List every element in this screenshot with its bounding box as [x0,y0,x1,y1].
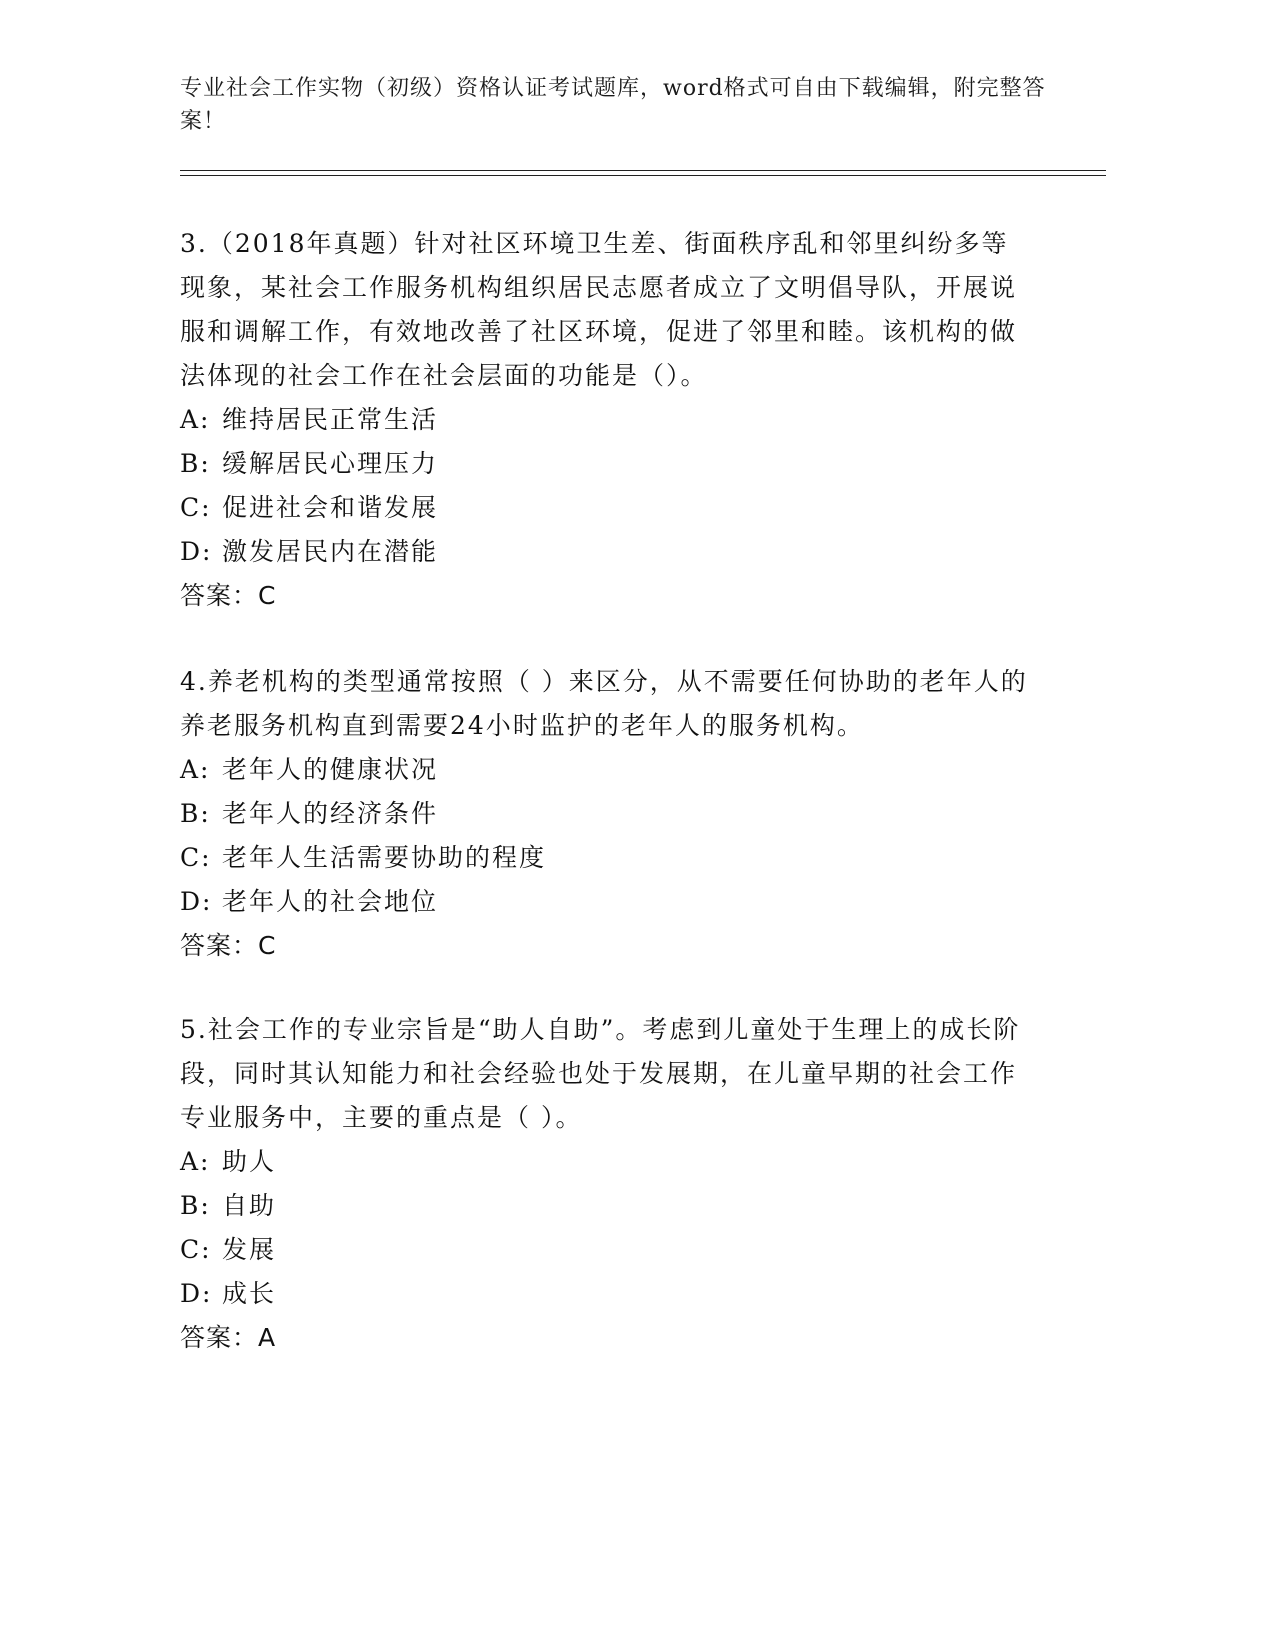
question-stem: 4.养老机构的类型通常按照（ ）来区分，从不需要任何协助的老年人的养老服务机构直到需要24小时监护的老年人的服务机构。 [180,667,1028,740]
option-key: D: [180,887,213,916]
option-d [180,880,1030,924]
option-key: D: [180,537,213,566]
option-text: 老年人的经济条件 [222,799,439,828]
option-a [180,398,1030,442]
option-key: C: [180,843,212,872]
answer-line: 答案：C [180,581,277,610]
option-key: A: [180,755,211,784]
option-b [180,442,1030,486]
option-text: 维持居民正常生活 [222,405,439,434]
answer-line: 答案：A [180,1323,277,1352]
option-key: C: [180,493,212,522]
option-d [180,1272,1030,1316]
question-stem: 3.（2018年真题）针对社区环境卫生差、街面秩序乱和邻里纠纷多等现象，某社会工作服务机构组织居民志愿者成立了文明倡导队，开展说服和调解工作，有效地改善了社区环境，促进了邻里和睦。该机构的做法体现的社会工作在社会层面的功能是（）。 [180,229,1018,390]
option-key: B: [180,449,211,478]
question-block [180,222,1030,618]
option-b [180,792,1030,836]
option-text: 缓解居民心理压力 [222,449,439,478]
option-key: C: [180,1235,212,1264]
question-stem: 5.社会工作的专业宗旨是“助人自助”。考虑到儿童处于生理上的成长阶段，同时其认知能力和社会经验也处于发展期，在儿童早期的社会工作专业服务中，主要的重点是（ ）。 [180,1015,1021,1132]
option-text: 老年人的社会地位 [222,887,439,916]
option-text: 促进社会和谐发展 [222,493,439,522]
option-text: 成长 [222,1279,277,1308]
option-text: 激发居民内在潜能 [222,537,439,566]
option-d [180,530,1030,574]
option-text: 发展 [222,1235,277,1264]
option-c [180,836,1030,880]
option-text: 老年人的健康状况 [222,755,439,784]
option-b [180,1184,1030,1228]
option-key: A: [180,1147,211,1176]
answer-line: 答案：C [180,931,277,960]
option-key: D: [180,1279,213,1308]
question-block [180,1008,1030,1360]
option-c [180,486,1030,530]
option-text: 自助 [222,1191,277,1220]
option-key: A: [180,405,211,434]
option-c [180,1228,1030,1272]
option-key: B: [180,799,211,828]
question-block [180,660,1030,968]
header-divider-top [180,170,1106,171]
option-text: 老年人生活需要协助的程度 [222,843,547,872]
option-a [180,1140,1030,1184]
document-header: 专业社会工作实物（初级）资格认证考试题库，word格式可自由下载编辑，附完整答案！ [180,76,1046,134]
option-text: 助人 [222,1147,277,1176]
option-key: B: [180,1191,211,1220]
header-divider-bottom [180,175,1106,176]
option-a [180,748,1030,792]
